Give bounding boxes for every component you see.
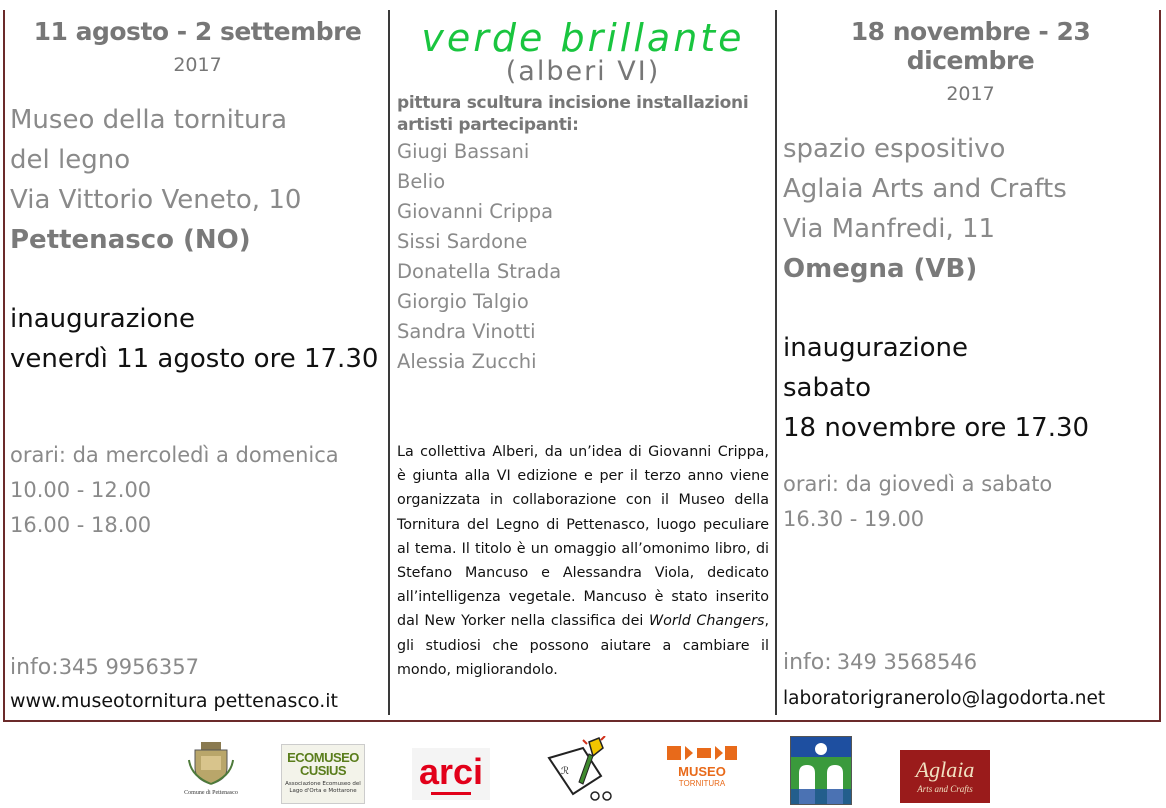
right-inaug-label: inaugurazione (783, 333, 968, 363)
left-hours-line: 10.00 - 12.00 (10, 478, 152, 502)
artists-label: artisti partecipanti: (397, 115, 579, 135)
left-info-phone: 345 9956357 (58, 655, 199, 679)
artists-list (397, 137, 769, 377)
left-hours (10, 438, 385, 543)
right-venue-line: Via Manfredi, 11 (783, 214, 996, 244)
artist-name: Sandra Vinotti (397, 320, 536, 343)
right-column (783, 10, 1158, 709)
ecomuseo-caption: Associazione Ecomuseo del Lago d'Orta e Mottarone (285, 781, 361, 794)
right-email: laboratorigranerolo@lagodorta.net (783, 688, 1106, 709)
lathe-icon (665, 744, 739, 762)
left-hours-line: 16.00 - 18.00 (10, 513, 152, 537)
ecomuseo-text: ECOMUSEO CUSIUS (287, 750, 359, 778)
right-year: 2017 (946, 83, 995, 105)
lake-logo (790, 736, 852, 805)
pencil-icon (543, 736, 623, 803)
left-column (10, 10, 385, 712)
comune-caption: Comune di Pettenasco (184, 790, 238, 796)
column-divider-left (388, 10, 390, 715)
left-venue-line: Museo della tornitura (10, 105, 288, 135)
right-city: Omegna (VB) (783, 254, 978, 284)
ecomuseo-logo (281, 744, 365, 804)
artist-name: Donatella Strada (397, 260, 562, 283)
artist-name: Giorgio Talgio (397, 290, 529, 313)
arci-logo (412, 748, 490, 800)
right-inauguration (783, 328, 1158, 448)
left-info (10, 655, 199, 680)
left-date: 11 agosto - 2 settembre (33, 17, 362, 46)
center-column (397, 10, 769, 678)
right-inaug-date: 18 novembre ore 17.30 (783, 413, 1090, 443)
left-inaug-label: inaugurazione (10, 304, 195, 334)
right-info-label: info: (783, 650, 832, 675)
artist-name: Sissi Sardone (397, 230, 528, 253)
left-venue-line: Via Vittorio Veneto, 10 (10, 185, 302, 215)
exhibition-subtitle: (alberi VI) (505, 56, 661, 87)
description-text: La collettiva Alberi, da un’idea di Giovanni Crippa, è giunta alla VI edizione e per il terzo anno viene organizzata in collaborazione con il Museo della Tornitura del Legno di Pettenasco, luogo peculiare al tema. Il titolo è un omaggio all’omonimo libro, di Stefano Mancuso e Alessandra Viola, dedicato all’intelligenza vegetale. Mancuso è stato inserito dal New Yorker nella classifica dei (397, 444, 769, 630)
right-info (783, 650, 977, 675)
artist-name: Belio (397, 170, 446, 193)
left-info-label: info: (10, 655, 59, 680)
right-venue (783, 129, 1158, 289)
right-inaug-day: sabato (783, 373, 872, 403)
comune-crest-logo (183, 740, 239, 800)
exhibition-title: verde brillante (421, 16, 745, 60)
aglaia-text: Aglaia (915, 757, 975, 782)
left-city: Pettenasco (NO) (10, 225, 251, 255)
artist-name: Alessia Zucchi (397, 350, 537, 373)
museo-sub: TORNITURA (678, 779, 726, 788)
aglaia-sub: Arts and Crafts (917, 784, 973, 794)
right-hours-label: orari: da giovedì a sabato (783, 472, 1053, 496)
left-website: www.museotornitura pettenasco.it (10, 690, 338, 712)
exhibition-description (397, 440, 769, 682)
column-divider-right (775, 10, 777, 715)
museo-text: MUSEO (678, 764, 726, 779)
crest-icon (183, 740, 239, 786)
artist-name: Giugi Bassani (397, 140, 530, 163)
arci-underline (431, 792, 471, 795)
arci-text: arci (418, 751, 484, 792)
sponsor-logos (0, 736, 1166, 803)
description-italic: World Changers (648, 613, 765, 630)
artist-name: Giovanni Crippa (397, 200, 554, 223)
lake-icon (791, 737, 851, 804)
left-hours-label: orari: da mercoledì a domenica (10, 443, 339, 467)
aglaia-logo (900, 750, 990, 803)
right-info-phone: 349 3568546 (836, 650, 978, 674)
left-inaug-date: venerdì 11 agosto ore 17.30 (10, 344, 379, 374)
left-inauguration (10, 299, 385, 379)
right-venue-line: Aglaia Arts and Crafts (783, 174, 1067, 204)
description-text-end: , gli studiosi che possono aiutare a cambiare il mondo, migliorandolo. (397, 613, 769, 678)
left-venue (10, 100, 385, 260)
right-venue-line: spazio espositivo (783, 134, 1006, 164)
museo-tornitura-logo (665, 744, 739, 794)
right-hours-line: 16.30 - 19.00 (783, 507, 925, 531)
left-year: 2017 (173, 54, 222, 76)
svg-text:ℛ: ℛ (561, 766, 569, 777)
right-hours (783, 467, 1158, 537)
right-date: 18 novembre - 23 dicembre (850, 17, 1091, 75)
disciplines: pittura scultura incisione installazioni (397, 93, 749, 113)
pencil-artwork-logo (543, 736, 623, 803)
left-venue-line: del legno (10, 145, 131, 175)
